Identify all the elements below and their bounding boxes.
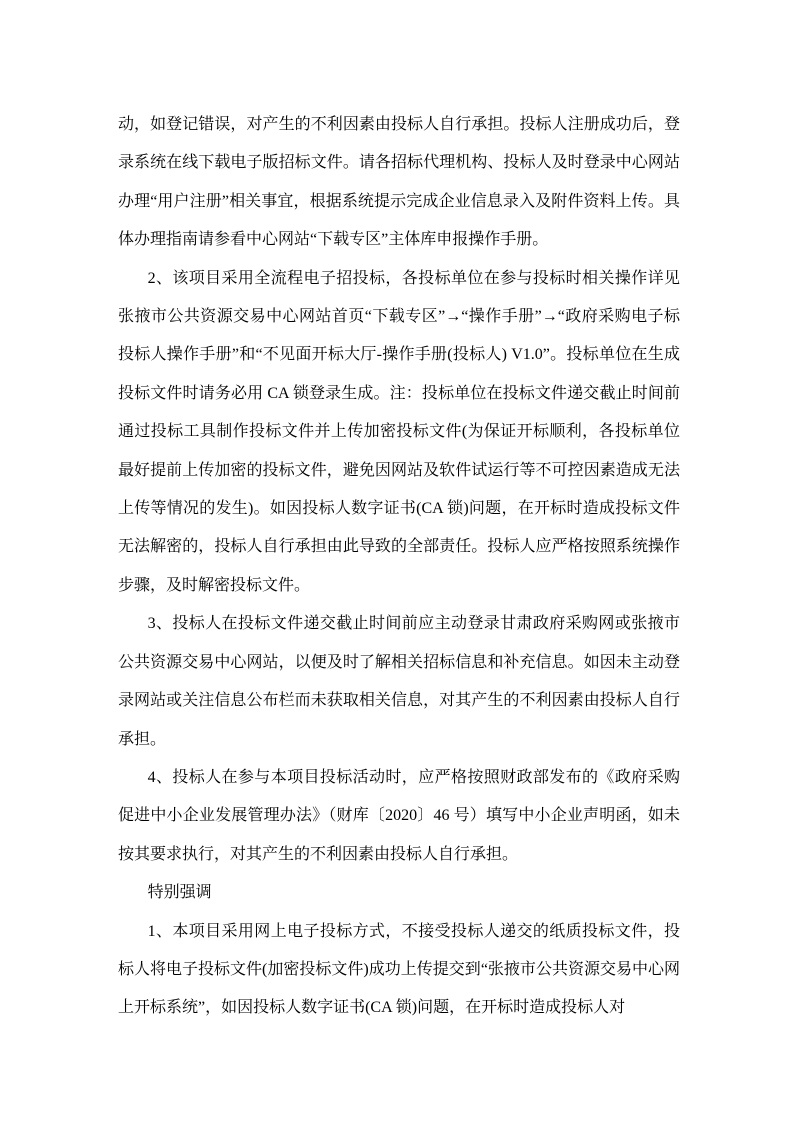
paragraph-item-2: 2、该项目采用全流程电子招投标，各投标单位在参与投标时相关操作详见张掖市公共资源交易中心网站首页“下载专区”→“操作手册”→“政府采购电子标投标人操作手册”和“不见面开标大厅-操作手册(投标人) V1.0”。投标单位在生成投标文件时请务必用 CA 锁登录生成。注：投标单位在投标文件递交截止时间前通过投标工具制作投标文件并上传加密投标文件(为保证开标顺利，各投标单位最好提前上传加密的投标文件，避免因网站及软件试运行等不可控因素造成无法上传等情况的发生)。如因投标人数字证书(CA 锁)问题，在开标时造成投标文件无法解密的，投标人自行承担由此导致的全部责任。投标人应严格按照系统操作步骤，及时解密投标文件。 xyxy=(118,269,680,594)
special-emphasis-heading: 特别强调 xyxy=(147,884,212,902)
document-text-block xyxy=(118,106,680,1028)
paragraph-item-3: 3、投标人在投标文件递交截止时间前应主动登录甘肃政府采购网或张掖市公共资源交易中心网站，以便及时了解相关招标信息和补充信息。如因未主动登录网站或关注信息公布栏而未获取相关信息，对其产生的不利因素由投标人自行承担。 xyxy=(118,615,680,748)
paragraph-continuation: 动，如登记错误，对产生的不利因素由投标人自行承担。投标人注册成功后，登录系统在线下载电子版招标文件。请各招标代理机构、投标人及时登录中心网站办理“用户注册”相关事宜，根据系统提示完成企业信息录入及附件资料上传。具体办理指南请参看中心网站“下载专区”主体库申报操作手册。 xyxy=(118,116,680,249)
paragraph-emphasis-item-1: 1、本项目采用网上电子投标方式，不接受投标人递交的纸质投标文件，投标人将电子投标文件(加密投标文件)成功上传提交到“张掖市公共资源交易中心网上开标系统”，如因投标人数字证书(CA 锁)问题，在开标时造成投标人对 xyxy=(118,922,680,1017)
paragraph-item-4: 4、投标人在参与本项目投标活动时，应严格按照财政部发布的《政府采购促进中小企业发展管理办法》（财库〔2020〕46 号）填写中小企业声明函，如未按其要求执行，对其产生的不利因素由投标人自行承担。 xyxy=(118,768,680,863)
